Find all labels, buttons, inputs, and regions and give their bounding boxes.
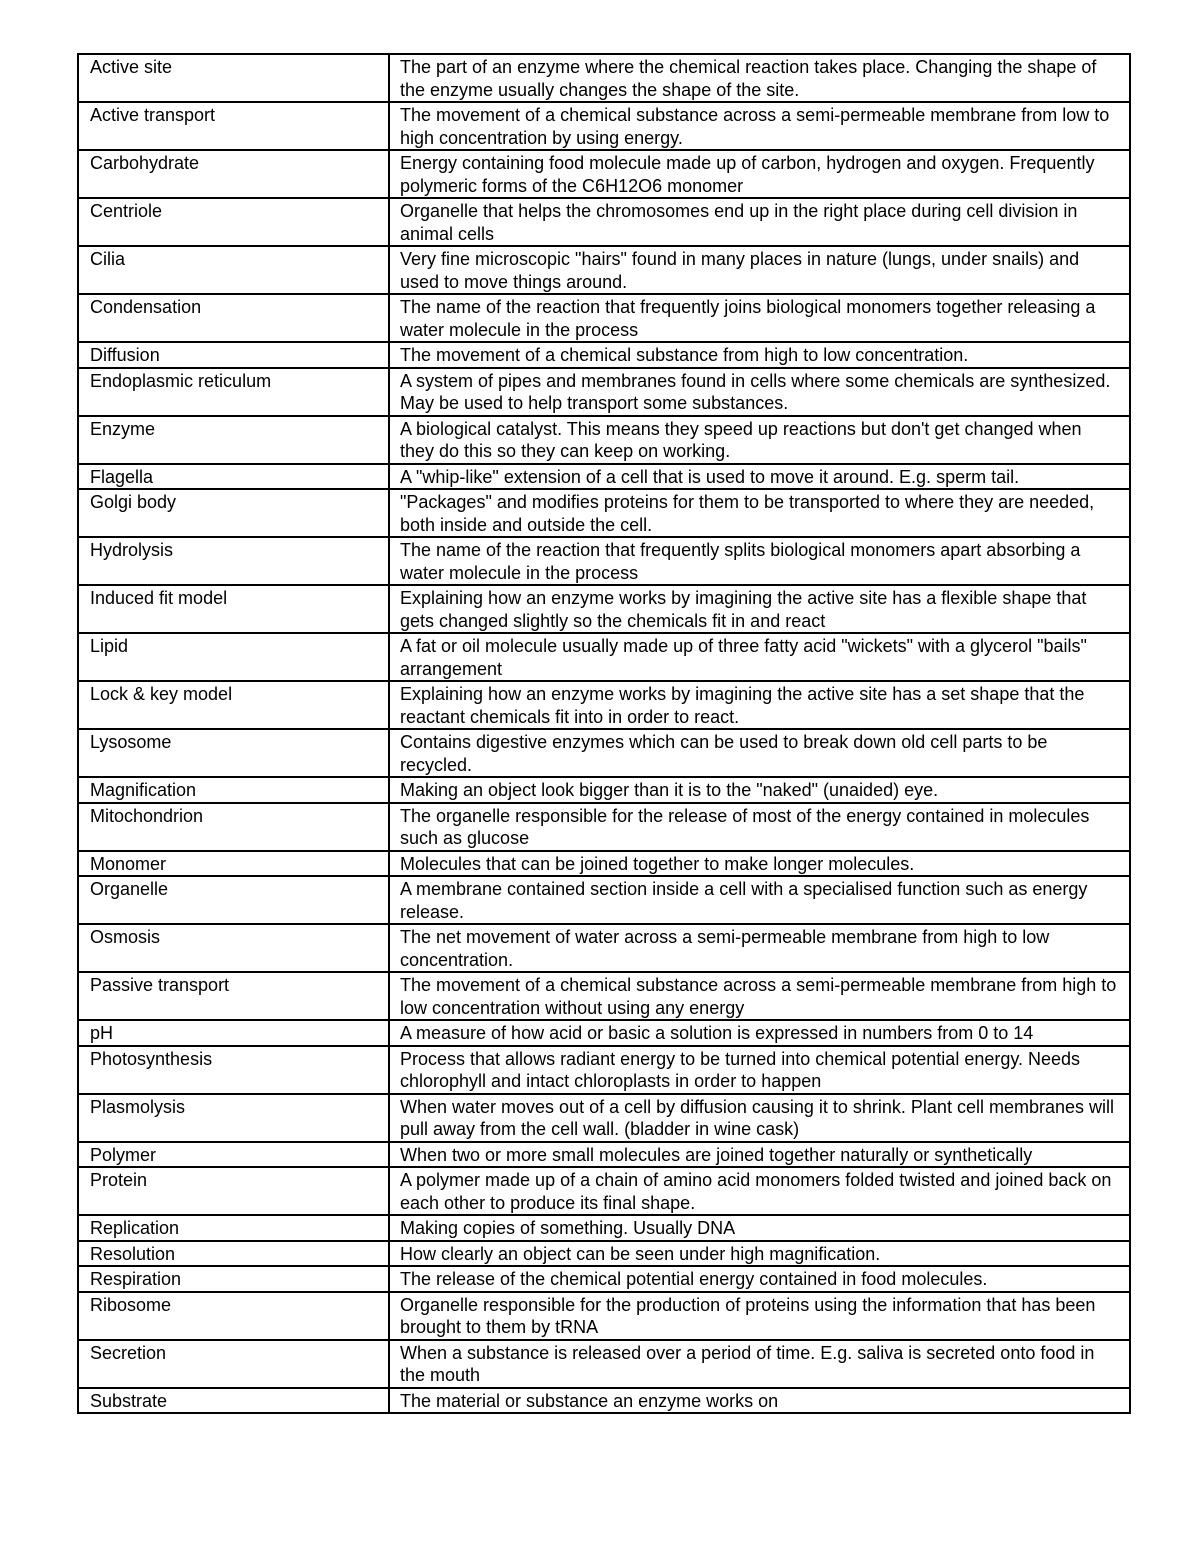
term-cell: Photosynthesis: [78, 1046, 389, 1094]
definition-cell: The material or substance an enzyme works on: [389, 1388, 1130, 1414]
definition-cell: The movement of a chemical substance from high to low concentration.: [389, 342, 1130, 368]
term-cell: Hydrolysis: [78, 537, 389, 585]
definition-cell: Organelle that helps the chromosomes end up in the right place during cell division in animal cells: [389, 198, 1130, 246]
table-row: [78, 537, 1130, 585]
term-cell: Active transport: [78, 102, 389, 150]
table-row: [78, 851, 1130, 877]
term-cell: Plasmolysis: [78, 1094, 389, 1142]
table-row: [78, 681, 1130, 729]
table-row: [78, 102, 1130, 150]
definition-cell: The name of the reaction that frequently joins biological monomers together releasing a water molecule in the process: [389, 294, 1130, 342]
table-row: [78, 198, 1130, 246]
term-cell: Active site: [78, 54, 389, 102]
definition-cell: The name of the reaction that frequently splits biological monomers apart absorbing a water molecule in the process: [389, 537, 1130, 585]
definition-cell: A system of pipes and membranes found in cells where some chemicals are synthesized. May be used to help transport some substances.: [389, 368, 1130, 416]
definition-cell: Energy containing food molecule made up of carbon, hydrogen and oxygen. Frequently polymeric forms of the C6H12O6 monomer: [389, 150, 1130, 198]
definition-cell: Making an object look bigger than it is to the "naked" (unaided) eye.: [389, 777, 1130, 803]
term-cell: Secretion: [78, 1340, 389, 1388]
term-cell: Mitochondrion: [78, 803, 389, 851]
term-cell: Lipid: [78, 633, 389, 681]
term-cell: Carbohydrate: [78, 150, 389, 198]
definition-cell: Process that allows radiant energy to be turned into chemical potential energy. Needs chlorophyll and intact chloroplasts in order to happen: [389, 1046, 1130, 1094]
table-row: [78, 633, 1130, 681]
term-cell: Passive transport: [78, 972, 389, 1020]
term-cell: Enzyme: [78, 416, 389, 464]
table-row: [78, 924, 1130, 972]
definition-cell: When two or more small molecules are joined together naturally or synthetically: [389, 1142, 1130, 1168]
definition-cell: A fat or oil molecule usually made up of three fatty acid "wickets" with a glycerol "bails" arrangement: [389, 633, 1130, 681]
term-cell: Monomer: [78, 851, 389, 877]
table-row: [78, 416, 1130, 464]
table-row: [78, 1215, 1130, 1241]
definition-cell: Explaining how an enzyme works by imagining the active site has a set shape that the reactant chemicals fit into in order to react.: [389, 681, 1130, 729]
term-cell: Osmosis: [78, 924, 389, 972]
table-row: [78, 368, 1130, 416]
definition-cell: How clearly an object can be seen under high magnification.: [389, 1241, 1130, 1267]
table-row: [78, 54, 1130, 102]
table-row: [78, 777, 1130, 803]
glossary-table: [77, 53, 1131, 1414]
term-cell: Ribosome: [78, 1292, 389, 1340]
term-cell: Lysosome: [78, 729, 389, 777]
definition-cell: Making copies of something. Usually DNA: [389, 1215, 1130, 1241]
table-row: [78, 342, 1130, 368]
term-cell: Organelle: [78, 876, 389, 924]
table-row: [78, 1020, 1130, 1046]
table-row: [78, 1340, 1130, 1388]
table-row: [78, 803, 1130, 851]
term-cell: pH: [78, 1020, 389, 1046]
table-row: [78, 246, 1130, 294]
term-cell: Golgi body: [78, 489, 389, 537]
term-cell: Resolution: [78, 1241, 389, 1267]
table-row: [78, 1292, 1130, 1340]
term-cell: Substrate: [78, 1388, 389, 1414]
definition-cell: Very fine microscopic "hairs" found in many places in nature (lungs, under snails) and used to move things around.: [389, 246, 1130, 294]
definition-cell: "Packages" and modifies proteins for them to be transported to where they are needed, both inside and outside the cell.: [389, 489, 1130, 537]
term-cell: Induced fit model: [78, 585, 389, 633]
table-row: [78, 729, 1130, 777]
definition-cell: Explaining how an enzyme works by imagining the active site has a flexible shape that gets changed slightly so the chemicals fit in and react: [389, 585, 1130, 633]
definition-cell: Organelle responsible for the production of proteins using the information that has been brought to them by tRNA: [389, 1292, 1130, 1340]
definition-cell: A measure of how acid or basic a solution is expressed in numbers from 0 to 14: [389, 1020, 1130, 1046]
term-cell: Endoplasmic reticulum: [78, 368, 389, 416]
table-row: [78, 1142, 1130, 1168]
definition-cell: The organelle responsible for the release of most of the energy contained in molecules such as glucose: [389, 803, 1130, 851]
glossary-table-body: [78, 54, 1130, 1413]
table-row: [78, 1094, 1130, 1142]
term-cell: Condensation: [78, 294, 389, 342]
table-row: [78, 464, 1130, 490]
term-cell: Protein: [78, 1167, 389, 1215]
table-row: [78, 972, 1130, 1020]
term-cell: Flagella: [78, 464, 389, 490]
definition-cell: A "whip-like" extension of a cell that is used to move it around. E.g. sperm tail.: [389, 464, 1130, 490]
table-row: [78, 294, 1130, 342]
table-row: [78, 876, 1130, 924]
term-cell: Diffusion: [78, 342, 389, 368]
definition-cell: A biological catalyst. This means they speed up reactions but don't get changed when they do this so they can keep on working.: [389, 416, 1130, 464]
definition-cell: The movement of a chemical substance across a semi-permeable membrane from low to high concentration by using energy.: [389, 102, 1130, 150]
definition-cell: Molecules that can be joined together to make longer molecules.: [389, 851, 1130, 877]
term-cell: Respiration: [78, 1266, 389, 1292]
term-cell: Cilia: [78, 246, 389, 294]
term-cell: Lock & key model: [78, 681, 389, 729]
definition-cell: The movement of a chemical substance across a semi-permeable membrane from high to low concentration without using any energy: [389, 972, 1130, 1020]
definition-cell: The part of an enzyme where the chemical reaction takes place. Changing the shape of the enzyme usually changes the shape of the site.: [389, 54, 1130, 102]
term-cell: Centriole: [78, 198, 389, 246]
table-row: [78, 1167, 1130, 1215]
definition-cell: Contains digestive enzymes which can be used to break down old cell parts to be recycled.: [389, 729, 1130, 777]
term-cell: Replication: [78, 1215, 389, 1241]
definition-cell: A polymer made up of a chain of amino acid monomers folded twisted and joined back on each other to produce its final shape.: [389, 1167, 1130, 1215]
table-row: [78, 1388, 1130, 1414]
table-row: [78, 489, 1130, 537]
table-row: [78, 585, 1130, 633]
term-cell: Polymer: [78, 1142, 389, 1168]
definition-cell: When a substance is released over a period of time. E.g. saliva is secreted onto food in the mouth: [389, 1340, 1130, 1388]
table-row: [78, 150, 1130, 198]
table-row: [78, 1266, 1130, 1292]
table-row: [78, 1046, 1130, 1094]
term-cell: Magnification: [78, 777, 389, 803]
definition-cell: The net movement of water across a semi-permeable membrane from high to low concentration.: [389, 924, 1130, 972]
definition-cell: A membrane contained section inside a cell with a specialised function such as energy release.: [389, 876, 1130, 924]
definition-cell: The release of the chemical potential energy contained in food molecules.: [389, 1266, 1130, 1292]
definition-cell: When water moves out of a cell by diffusion causing it to shrink. Plant cell membranes will pull away from the cell wall. (bladder in wine cask): [389, 1094, 1130, 1142]
table-row: [78, 1241, 1130, 1267]
